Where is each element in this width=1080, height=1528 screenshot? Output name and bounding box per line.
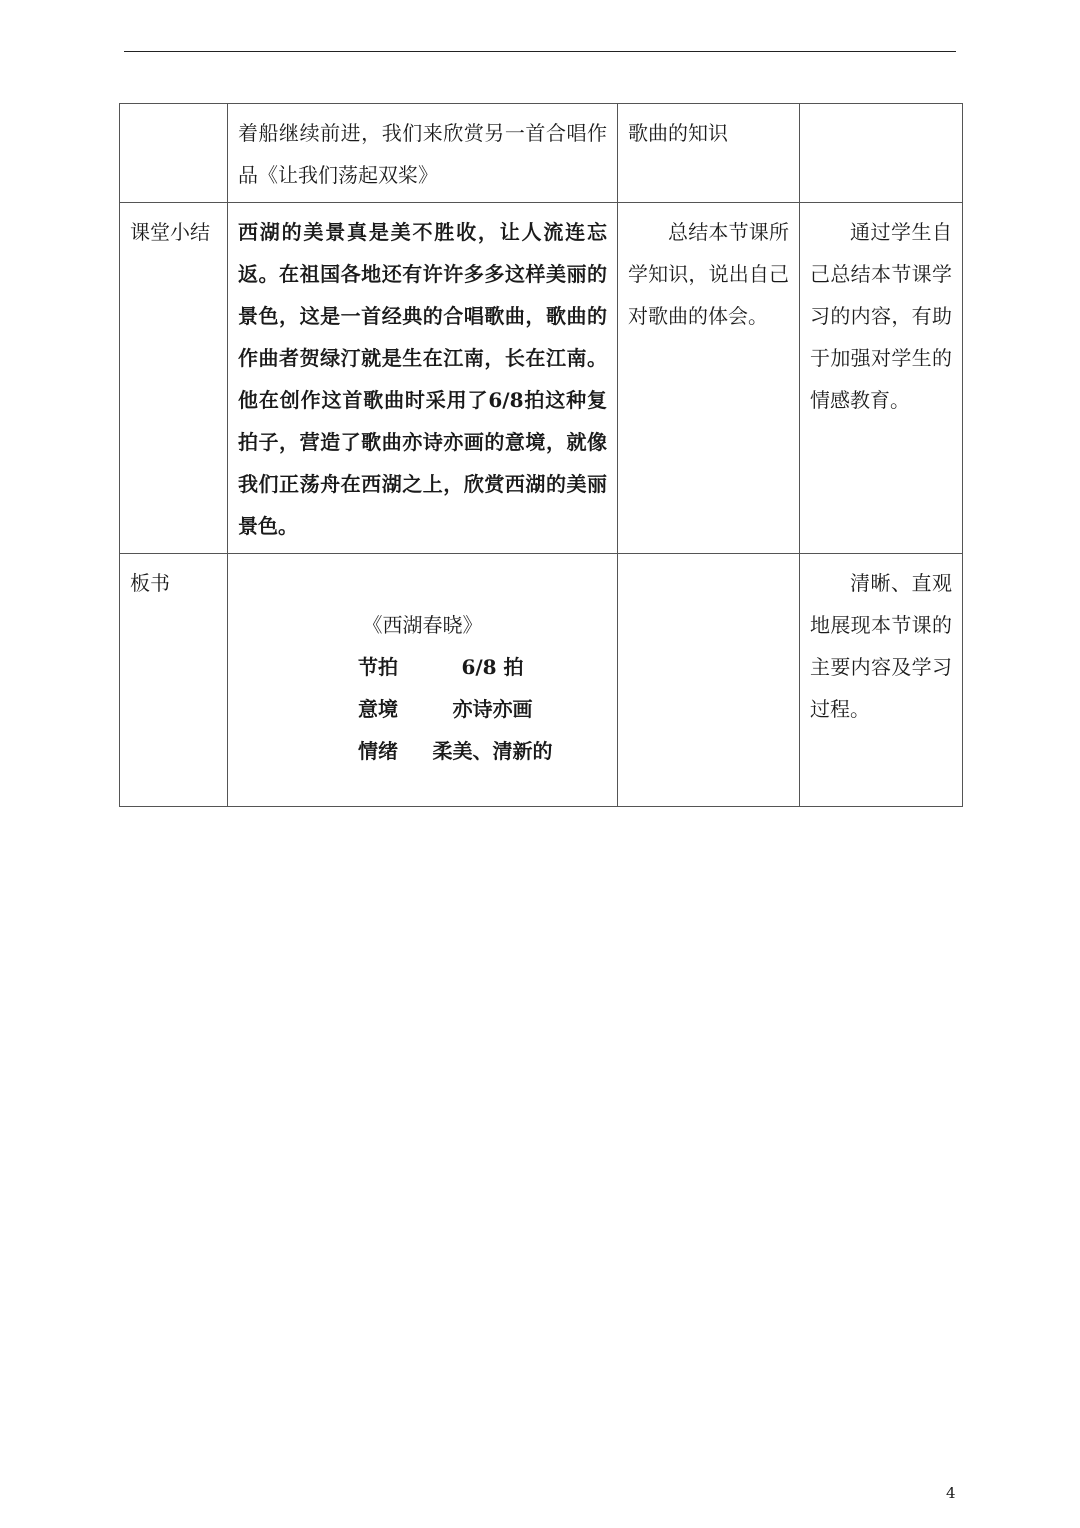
row2-activity-cell: 总结本节课所学知识，说出自己对歌曲的体会。 — [618, 203, 800, 554]
row2-stage-cell: 课堂小结 — [120, 203, 228, 554]
row1-activity-cell: 歌曲的知识 — [618, 104, 800, 203]
header-rule — [124, 51, 956, 52]
blackboard-title: 《西湖春晓》 — [362, 613, 483, 637]
blackboard-item — [238, 730, 607, 772]
blackboard-item-value: 亦诗亦画 — [452, 697, 533, 721]
row2-content-cell: 西湖的美景真是美不胜收，让人流连忘返。在祖国各地还有许许多多这样美丽的景色，这是一首经典的合唱歌曲，歌曲的作曲者贺绿汀就是生在江南，长在江南。他在创作这首歌曲时采用了6/8拍这种复拍子，营造了歌曲亦诗亦画的意境，就像我们正荡舟在西湖之上，欣赏西湖的美丽景色。 — [228, 203, 618, 554]
row2-intent-cell: 通过学生自己总结本节课学习的内容，有助于加强对学生的情感教育。 — [800, 203, 963, 554]
table-row — [120, 104, 963, 203]
table-row — [120, 554, 963, 807]
blackboard-item-key: 情绪 — [358, 739, 398, 763]
row3-stage-cell: 板书 — [120, 554, 228, 807]
lesson-plan-table — [119, 103, 963, 807]
blackboard-cell — [228, 554, 618, 807]
blackboard-item-value: 柔美、清新的 — [432, 739, 553, 763]
row3-activity-cell — [618, 554, 800, 807]
row3-intent-cell: 清晰、直观地展现本节课的主要内容及学习过程。 — [800, 554, 963, 807]
blackboard-item — [238, 646, 607, 688]
blackboard-item-key: 节拍 — [358, 655, 398, 679]
blackboard-item-value: 6/8 拍 — [461, 655, 524, 679]
row1-stage-cell — [120, 104, 228, 203]
blackboard-item — [238, 688, 607, 730]
blackboard-item-key: 意境 — [358, 697, 398, 721]
row1-intent-cell — [800, 104, 963, 203]
row1-content-cell: 着船继续前进，我们来欣赏另一首合唱作品《让我们荡起双桨》 — [228, 104, 618, 203]
page-number: 4 — [946, 1484, 956, 1502]
table-row — [120, 203, 963, 554]
